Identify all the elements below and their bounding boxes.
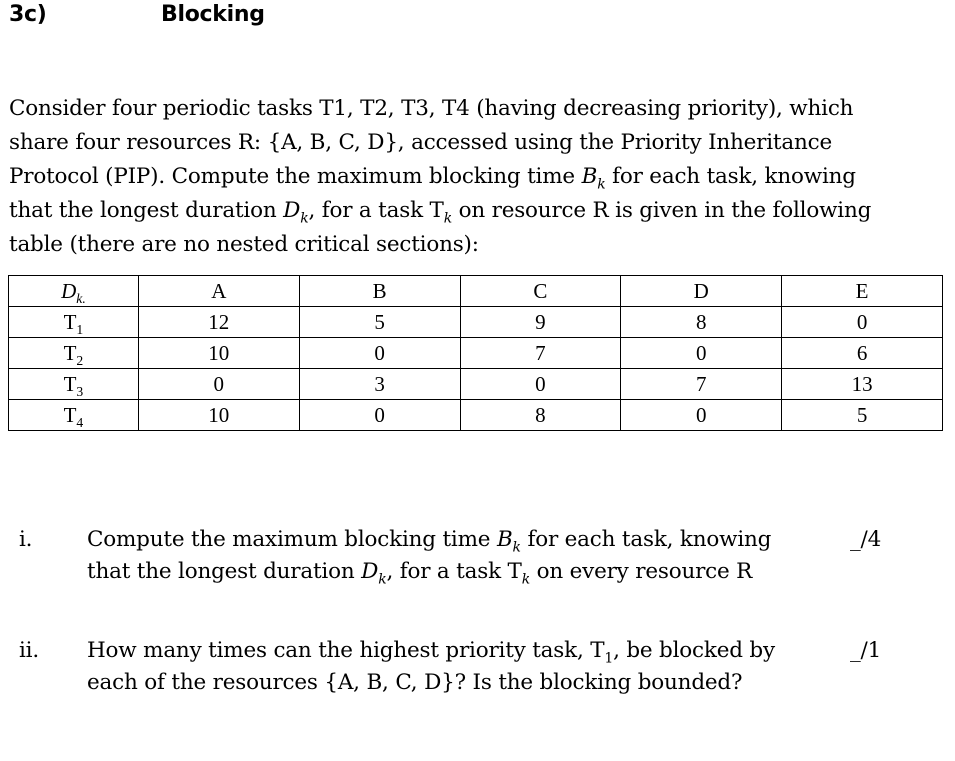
task-label: $T_3$	[9, 369, 139, 400]
question-ii-text: How many times can the highest priority task, $T_1$, be blocked by each of the resources {A, B, C, D}? Is the blocking bounded?	[87, 638, 775, 695]
question-ii	[19, 635, 949, 705]
task-label: $T_2$	[9, 338, 139, 369]
question-i	[19, 524, 949, 594]
table-cell: 13	[782, 369, 943, 400]
table-cell: 0	[460, 369, 621, 400]
intro-line-2: share four resources R: {A, B, C, D}, accessed using the Priority Inheritance	[9, 130, 833, 155]
column-header: A	[138, 276, 299, 307]
intro-line-4: that the longest duration $D_k$, for a task $T_k$ on resource R is given in the following	[9, 198, 872, 227]
question-i-number: i.	[19, 527, 33, 552]
table-cell: 0	[299, 400, 460, 431]
table-cell: 10	[138, 400, 299, 431]
math-sub-k: k	[378, 571, 387, 588]
math-B: B	[496, 527, 513, 552]
table-row	[9, 338, 943, 369]
question-ii-marks: _/1	[850, 638, 882, 663]
intro-line-3: Protocol (PIP). Compute the maximum blocking time $B_k$ for each task, knowing	[9, 164, 856, 193]
table-row	[9, 307, 943, 338]
table-cell: 0	[138, 369, 299, 400]
math-B: B	[581, 164, 598, 189]
intro-line-1: Consider four periodic tasks T1, T2, T3, T4 (having decreasing priority), which	[9, 96, 854, 121]
duration-table	[8, 275, 943, 431]
table-corner-header: $D_{k.}$	[9, 276, 139, 307]
column-header: C	[460, 276, 621, 307]
math-sub-k: k	[443, 210, 452, 227]
column-header: E	[782, 276, 943, 307]
table-cell: 7	[621, 369, 782, 400]
table-cell: 5	[782, 400, 943, 431]
table-header-row	[9, 276, 943, 307]
table-cell: 0	[621, 400, 782, 431]
table-cell: 0	[782, 307, 943, 338]
question-number: 3c)	[9, 2, 47, 27]
math-sub-k: k	[521, 571, 530, 588]
question-i-marks: _/4	[850, 527, 882, 552]
table-row	[9, 400, 943, 431]
intro-paragraph	[9, 92, 944, 262]
table-row	[9, 369, 943, 400]
intro-line-5: table (there are no nested critical sections):	[9, 232, 479, 257]
column-header: B	[299, 276, 460, 307]
table-cell: 6	[782, 338, 943, 369]
question-ii-number: ii.	[19, 638, 39, 663]
math-sub-k: k	[597, 176, 606, 193]
math-sub-k: k	[512, 539, 521, 556]
table-cell: 12	[138, 307, 299, 338]
question-i-text: Compute the maximum blocking time $B_k$ for each task, knowing that the longest duration $D_k$, for a task $T_k$ on every resource R	[87, 527, 772, 588]
table-cell: 7	[460, 338, 621, 369]
column-header: D	[621, 276, 782, 307]
table-cell: 0	[621, 338, 782, 369]
section-title: Blocking	[161, 2, 265, 27]
math-D: D	[361, 559, 379, 584]
table-cell: 9	[460, 307, 621, 338]
table-cell: 0	[299, 338, 460, 369]
table-cell: 8	[460, 400, 621, 431]
table-cell: 3	[299, 369, 460, 400]
math-D: D	[283, 198, 301, 223]
table-cell: 10	[138, 338, 299, 369]
task-label: $T_4$	[9, 400, 139, 431]
math-sub-k: k	[300, 210, 309, 227]
table-cell: 8	[621, 307, 782, 338]
task-label: $T_1$	[9, 307, 139, 338]
table-cell: 5	[299, 307, 460, 338]
